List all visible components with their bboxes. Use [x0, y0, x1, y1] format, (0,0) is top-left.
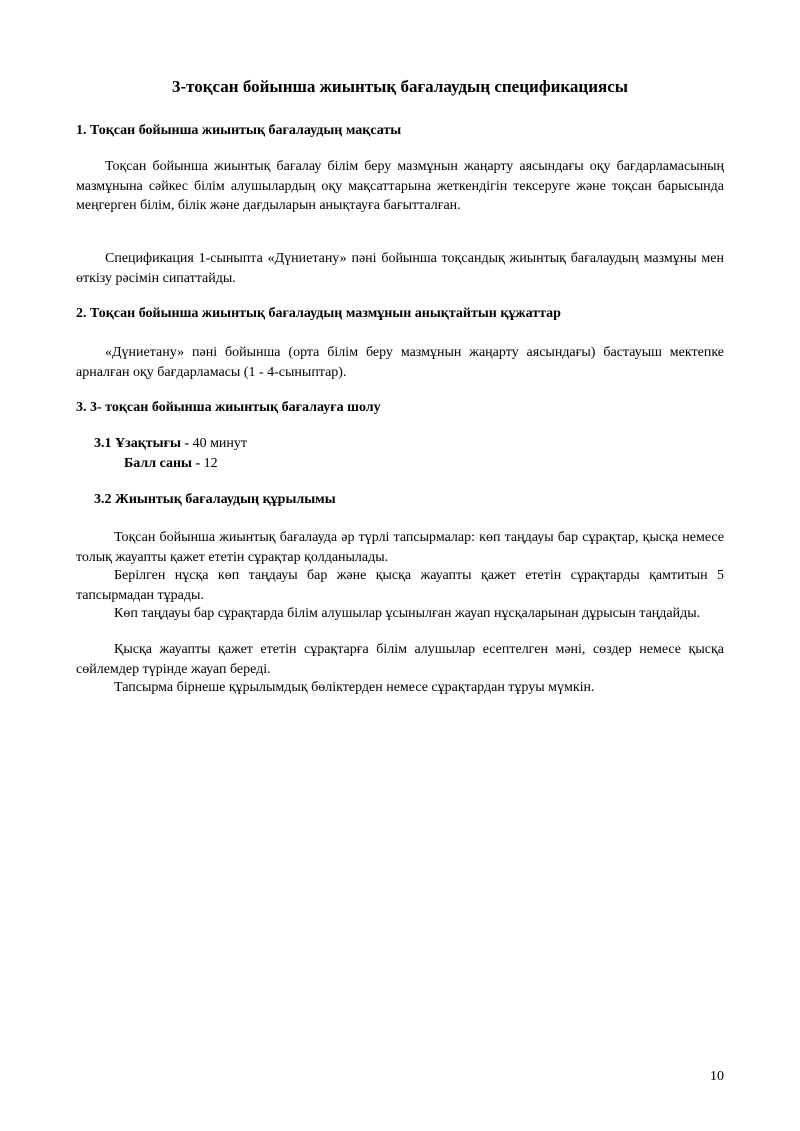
duration-line [94, 434, 247, 453]
score-line [124, 454, 218, 473]
section-2-heading: 2. Тоқсан бойынша жиынтық бағалаудың мазмұнын анықтайтын құжаттар [76, 306, 561, 321]
document-title: 3-тоқсан бойынша жиынтық бағалаудың спецификациясы [171, 77, 629, 96]
structure-paragraph-1: Тоқсан бойынша жиынтық бағалауда әр түрлі тапсырмалар: көп таңдауы бар сұрақтар, қысқа немесе толық жауапты қажет ететін сұрақтар қолданылады. [76, 530, 724, 565]
duration-value: 40 минут [189, 436, 248, 451]
score-value: 12 [200, 456, 218, 471]
section-1-paragraph-2: Спецификация 1-сыныпта «Дүниетану» пәні бойынша тоқсандық жиынтық бағалаудың мазмұны мен өткізу рәсімін сипаттайды. [76, 251, 724, 286]
section-1-heading: 1. Тоқсан бойынша жиынтық бағалаудың мақсаты [76, 123, 402, 138]
structure-paragraph-2: Берілген нұсқа көп таңдауы бар және қысқа жауапты қажет ететін сұрақтарды қамтитын 5 тапсырмадан тұрады. [76, 568, 724, 603]
section-2-paragraph: «Дүниетану» пәні бойынша (орта білім беру мазмұнын жаңарту аясындағы) бастауыш мектепке арналған оқу бағдарламасы (1 - 4-сыныптар). [76, 345, 724, 380]
structure-paragraph-5: Тапсырма бірнеше құрылымдық бөліктерден немесе сұрақтардан тұруы мүмкін. [114, 680, 595, 695]
page-number: 10 [710, 1069, 724, 1084]
score-label: Балл саны - [124, 456, 201, 471]
section-1-paragraph-1: Тоқсан бойынша жиынтық бағалау білім беру мазмұнын жаңарту аясындағы оқу бағдарламасының мазмұнына сәйкес білім алушылардың оқу мақсаттарына жеткендігін тексеруге және тоқсан барысында меңгерген білім, білік және дағдыларын анықтауға бағытталған. [76, 159, 724, 213]
section-3-heading: 3. 3- тоқсан бойынша жиынтық бағалауға шолу [76, 400, 381, 415]
structure-heading: 3.2 Жиынтық бағалаудың құрылымы [94, 492, 336, 507]
duration-label: 3.1 Ұзақтығы - [94, 436, 190, 451]
structure-paragraph-4: Қысқа жауапты қажет ететін сұрақтарға білім алушылар есептелген мәні, сөздер немесе қысқа сөйлемдер түрінде жауап береді. [76, 642, 724, 677]
structure-paragraph-3: Көп таңдауы бар сұрақтарда білім алушылар ұсынылған жауап нұсқаларынан дұрысын таңдайды. [114, 606, 701, 621]
